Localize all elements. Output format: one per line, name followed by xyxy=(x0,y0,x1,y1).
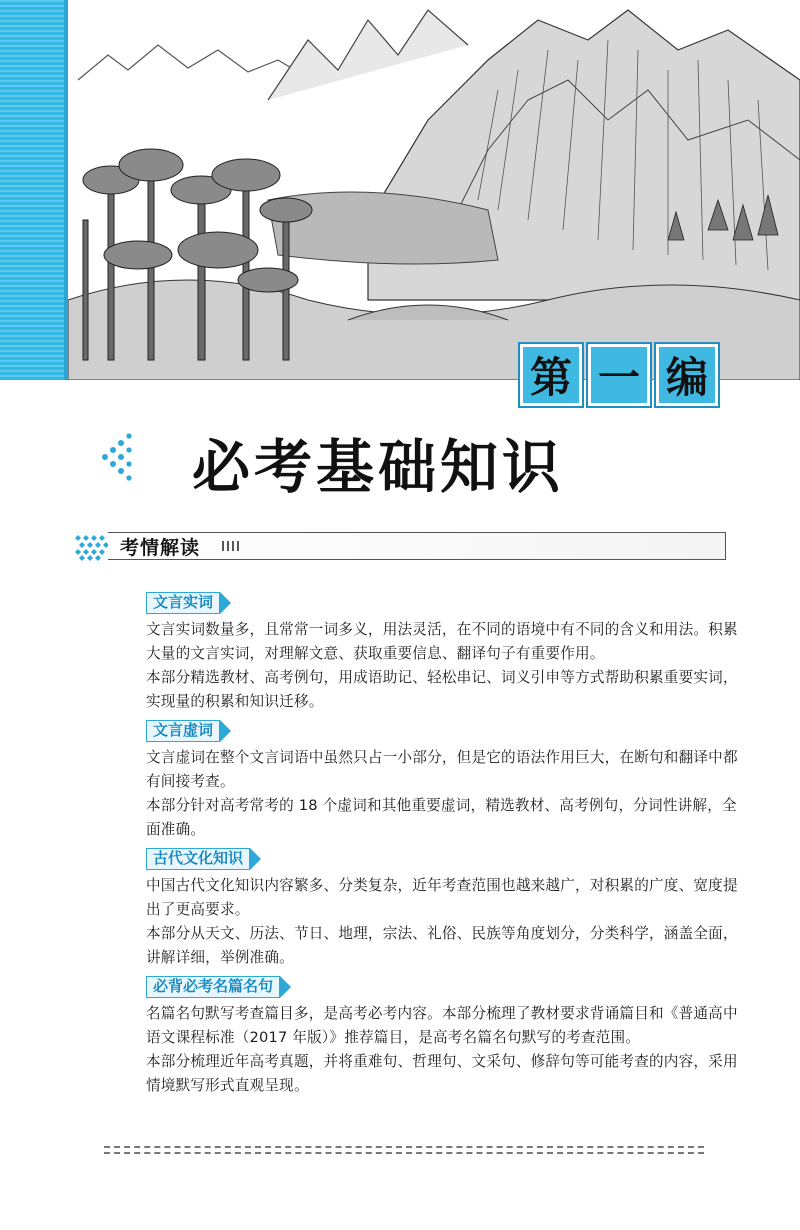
paragraph: 本部分针对高考常考的 18 个虚词和其他重要虚词，精选教材、高考例句，分词性讲解，全面准确。 xyxy=(146,797,737,838)
arrow-icon xyxy=(280,976,291,998)
main-title-row xyxy=(100,420,720,500)
kaoqing-title: 考情解读 xyxy=(120,537,201,559)
unit-badge-char: 第 xyxy=(520,344,582,406)
section-tag-label: 文言虚词 xyxy=(146,720,220,742)
unit-badge xyxy=(520,344,718,410)
section-tag xyxy=(146,720,231,742)
section-tag-label: 古代文化知识 xyxy=(146,848,250,870)
paragraph: 中国古代文化知识内容繁多、分类复杂，近年考查范围也越来越广，对积累的广度、宽度提出了更高要求。 xyxy=(146,877,738,918)
kaoqing-box xyxy=(108,532,726,560)
diamond-grid-icon xyxy=(74,532,110,562)
paragraph: 本部分精选教材、高考例句，用成语助记、轻松串记、词义引申等方式帮助积累重要实词，实现量的积累和知识迁移。 xyxy=(146,669,738,710)
dashed-divider xyxy=(104,1146,704,1154)
dots-triangle-icon xyxy=(100,432,140,482)
section xyxy=(146,848,746,970)
arrow-icon xyxy=(220,720,231,742)
section xyxy=(146,976,746,1098)
content xyxy=(146,592,746,1104)
section-tag-label: 文言实词 xyxy=(146,592,220,614)
section-tag xyxy=(146,592,231,614)
section-tag-label: 必背必考名篇名句 xyxy=(146,976,280,998)
section xyxy=(146,592,746,714)
section-tag xyxy=(146,976,291,998)
arrow-icon xyxy=(220,592,231,614)
section xyxy=(146,720,746,842)
landscape-svg xyxy=(68,0,800,380)
unit-badge-char: 一 xyxy=(588,344,650,406)
paragraph: 文言实词数量多，且常常一词多义，用法灵活，在不同的语境中有不同的含义和用法。积累大量的文言实词，对理解文意、获取重要信息、翻译句子有重要作用。 xyxy=(146,621,738,662)
section-tag xyxy=(146,848,261,870)
unit-badge-char: 编 xyxy=(656,344,718,406)
page-title: 必考基础知识 xyxy=(192,433,565,501)
paragraph: 本部分梳理近年高考真题，并将重难句、哲理句、文采句、修辞句等可能考查的内容，采用情境默写形式直观呈现。 xyxy=(146,1053,738,1094)
arrow-icon xyxy=(250,848,261,870)
paragraph: 名篇名句默写考查篇目多，是高考必考内容。本部分梳理了教材要求背诵篇目和《普通高中语文课程标准（2017 年版）》推荐篇目，是高考名篇名句默写的考查范围。 xyxy=(146,1005,738,1046)
bars-icon xyxy=(222,541,244,551)
side-stripe xyxy=(0,0,68,380)
landscape-illustration xyxy=(68,0,800,380)
paragraph: 本部分从天文、历法、节日、地理，宗法、礼俗、民族等角度划分，分类科学，涵盖全面，讲解详细，举例准确。 xyxy=(146,925,738,966)
kaoqing-header xyxy=(74,530,726,564)
paragraph: 文言虚词在整个文言词语中虽然只占一小部分，但是它的语法作用巨大，在断句和翻译中都有间接考查。 xyxy=(146,749,738,790)
